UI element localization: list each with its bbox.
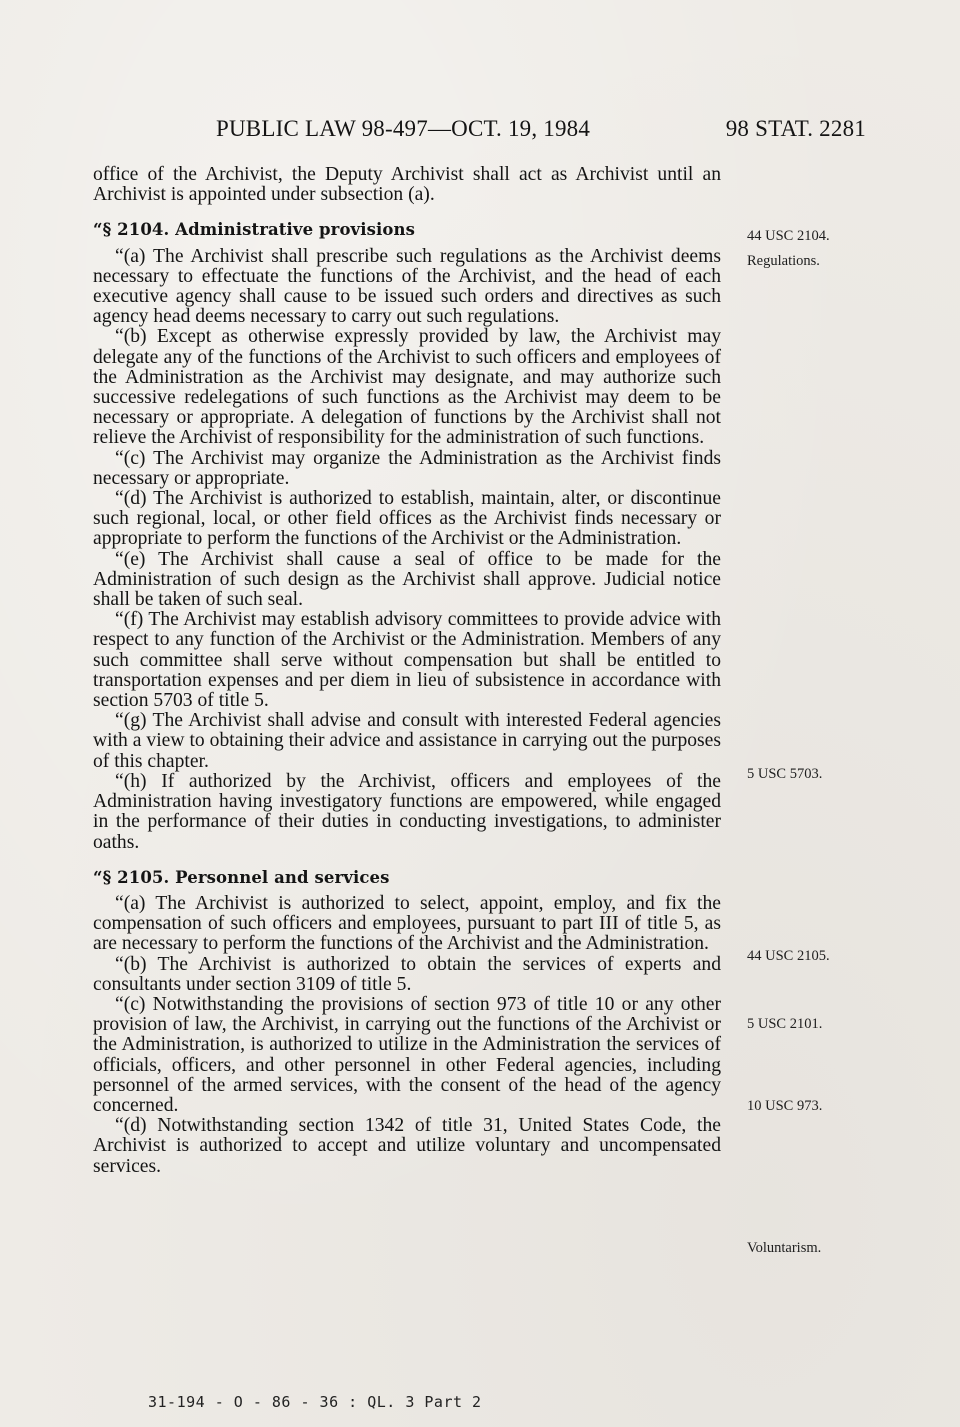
margin-note-44-usc-2104: 44 USC 2104. [747,228,830,244]
section-2104-paragraph-f: “(f) The Archivist may establish advisory committees to provide advice with respect to any function of the Archivist or the Administration. Members of any such committee shall serve without compensation but shall be entitled to transportation expenses and per diem in lieu of subsistence in accordance with section 5703 of title 5. [93,609,721,712]
section-2104-paragraph-h: “(h) If authorized by the Archivist, officers and employees of the Administration having investigatory functions are empowered, while engaged in the performance of their duties in conducting investigations, to administer oaths. [93,770,721,853]
section-2104-heading: “§ 2104. Administrative provisions [93,220,415,240]
margin-note-44-usc-2105: 44 USC 2105. [747,948,830,964]
page-header [216,116,866,150]
law-title: PUBLIC LAW 98-497—OCT. 19, 1984 [216,116,591,141]
margin-note-5-usc-2101: 5 USC 2101. [747,1016,823,1032]
body-text [93,165,721,1177]
section-2104-paragraph-d: “(d) The Archivist is authorized to establish, maintain, alter, or discontinue such regional, local, or other field offices as the Archivist finds necessary or appropriate to perform the functions of the Archivist or the Administration. [93,488,721,550]
margin-note-regulations: Regulations. [747,253,820,269]
margin-note-10-usc-973: 10 USC 973. [747,1098,823,1114]
section-2105-paragraph-b: “(b) The Archivist is authorized to obtain the services of experts and consultants under section 3109 of title 5. [93,953,721,995]
section-2104-paragraph-g: “(g) The Archivist shall advise and consult with interested Federal agencies with a view to obtaining their advice and assistance in carrying out the purposes of this chapter. [93,710,721,772]
section-2104-paragraph-e: “(e) The Archivist shall cause a seal of office to be made for the Administration of such design as the Archivist shall approve. Judicial notice shall be taken of such seal. [93,548,721,611]
section-2105-paragraph-c: “(c) Notwithstanding the provisions of section 973 of title 10 or any other provision of law, the Archivist, in carrying out the functions of the Archivist or the Administration, is authorized to utilize in the Administration the services of officials, officers, and other personnel in other Federal agencies, including personnel of the armed services, with the consent of the head of the agency concerned. [93,993,721,1116]
margin-note-5-usc-5703: 5 USC 5703. [747,766,823,782]
section-2105-heading: “§ 2105. Personnel and services [93,867,390,887]
intro-paragraph: office of the Archivist, the Deputy Archivist shall act as Archivist until an Archivist is appointed under subsection (a). [93,164,721,206]
margin-note-voluntarism: Voluntarism. [747,1240,822,1256]
section-2104-paragraph-b: “(b) Except as otherwise expressly provided by law, the Archivist may delegate any of the functions of the Archivist to such officers and employees of the Administration as the Archivist may designate, and may authorize such successive redelegations of such functions as the Archivist may deem to be necessary or appropriate. A delegation of functions by the Archivist shall not relieve the Archivist of responsibility for the administration of such functions. [93,326,721,449]
section-2104-paragraph-a: “(a) The Archivist shall prescribe such regulations as the Archivist deems necessary to effectuate the functions of the Archivist, and the head of each executive agency shall cause to be issued such orders and directives as such agency head deems necessary to carry out such regulations. [93,245,721,328]
section-2105-paragraph-a: “(a) The Archivist is authorized to select, appoint, employ, and fix the compensation of such officers and employees, pursuant to part III of title 5, as are necessary to perform the functions of the Archivist and the Administration. [93,892,721,955]
section-2105-paragraph-d: “(d) Notwithstanding section 1342 of title 31, United States Code, the Archivist is authorized to accept and utilize voluntary and uncompensated services. [93,1115,721,1177]
statute-page-number: 98 STAT. 2281 [725,116,866,141]
print-job-footer: 31-194 - O - 86 - 36 : QL. 3 Part 2 [148,1393,482,1411]
section-2104-paragraph-c: “(c) The Archivist may organize the Administration as the Archivist finds necessary or appropriate. [93,447,721,489]
